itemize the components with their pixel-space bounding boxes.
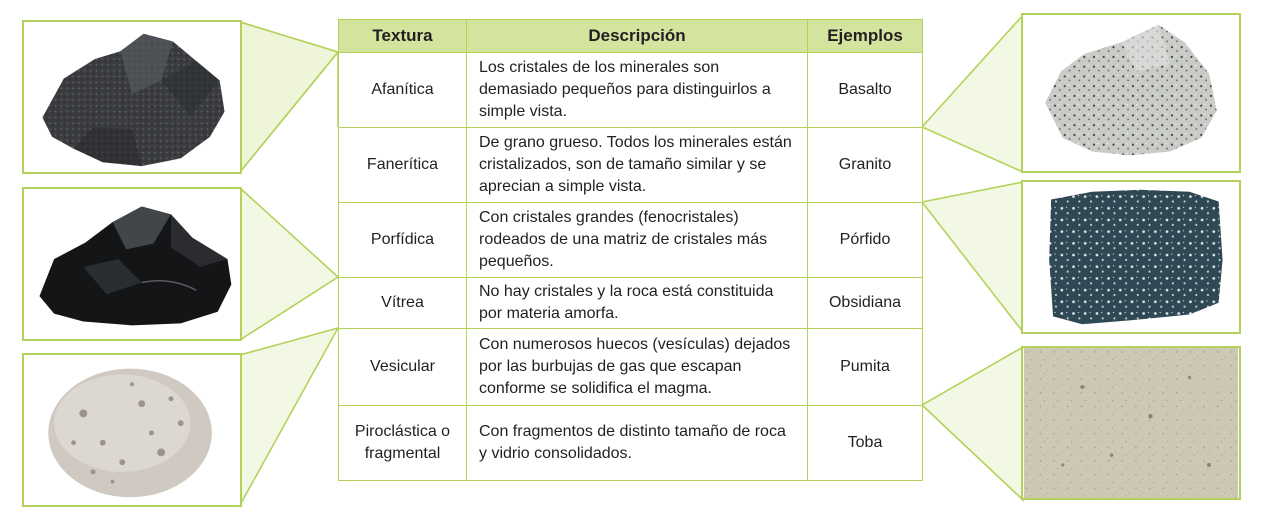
photo-toba [1021,346,1241,500]
texture-description: Con numerosos huecos (vesículas) dejados por las burbujas de gas que escapan conforme se solidifica el magma. [467,329,808,406]
photo-porfido [1021,180,1241,334]
porfido-rock [1049,190,1222,324]
table-row [339,329,923,406]
texture-name: Vítrea [339,278,467,329]
callout-basalto-b [240,22,338,172]
photo-obsidiana [22,187,242,341]
header-texture: Textura [339,20,467,53]
callout-toba [922,347,1023,500]
texture-example: Granito [808,128,923,203]
toba-rock [1024,348,1238,498]
table-header-row [339,20,923,53]
table-row [339,128,923,203]
texture-name: Fanerítica [339,128,467,203]
callout-obsidiana [240,188,338,340]
texture-example: Basalto [808,53,923,128]
texture-example: Pórfido [808,203,923,278]
texture-name: Porfídica [339,203,467,278]
callout-pumita [240,328,338,505]
table-row [339,406,923,481]
photo-pumita [22,353,242,507]
table-row [339,53,923,128]
callout-porfido [922,182,1023,332]
texture-example: Toba [808,406,923,481]
photo-granito [1021,13,1241,173]
header-examples: Ejemplos [808,20,923,53]
texture-description: Con cristales grandes (fenocristales) rodeados de una matriz de cristales más pequeños. [467,203,808,278]
texture-description: De grano grueso. Todos los minerales están cristalizados, son de tamaño similar y se aprecian a simple vista. [467,128,808,203]
texture-description: Los cristales de los minerales son demasiado pequeños para distinguirlos a simple vista. [467,53,808,128]
photo-basalto [22,20,242,174]
table-row [339,203,923,278]
texture-description: No hay cristales y la roca está constituida por materia amorfa. [467,278,808,329]
texture-description: Con fragmentos de distinto tamaño de roca y vidrio consolidados. [467,406,808,481]
texture-example: Pumita [808,329,923,406]
texture-table [338,19,923,481]
texture-example: Obsidiana [808,278,923,329]
table-row [339,278,923,329]
header-description: Descripción [467,20,808,53]
callout-granito [922,15,1023,172]
texture-name: Piroclástica o fragmental [339,406,467,481]
texture-name: Vesicular [339,329,467,406]
texture-name: Afanítica [339,53,467,128]
